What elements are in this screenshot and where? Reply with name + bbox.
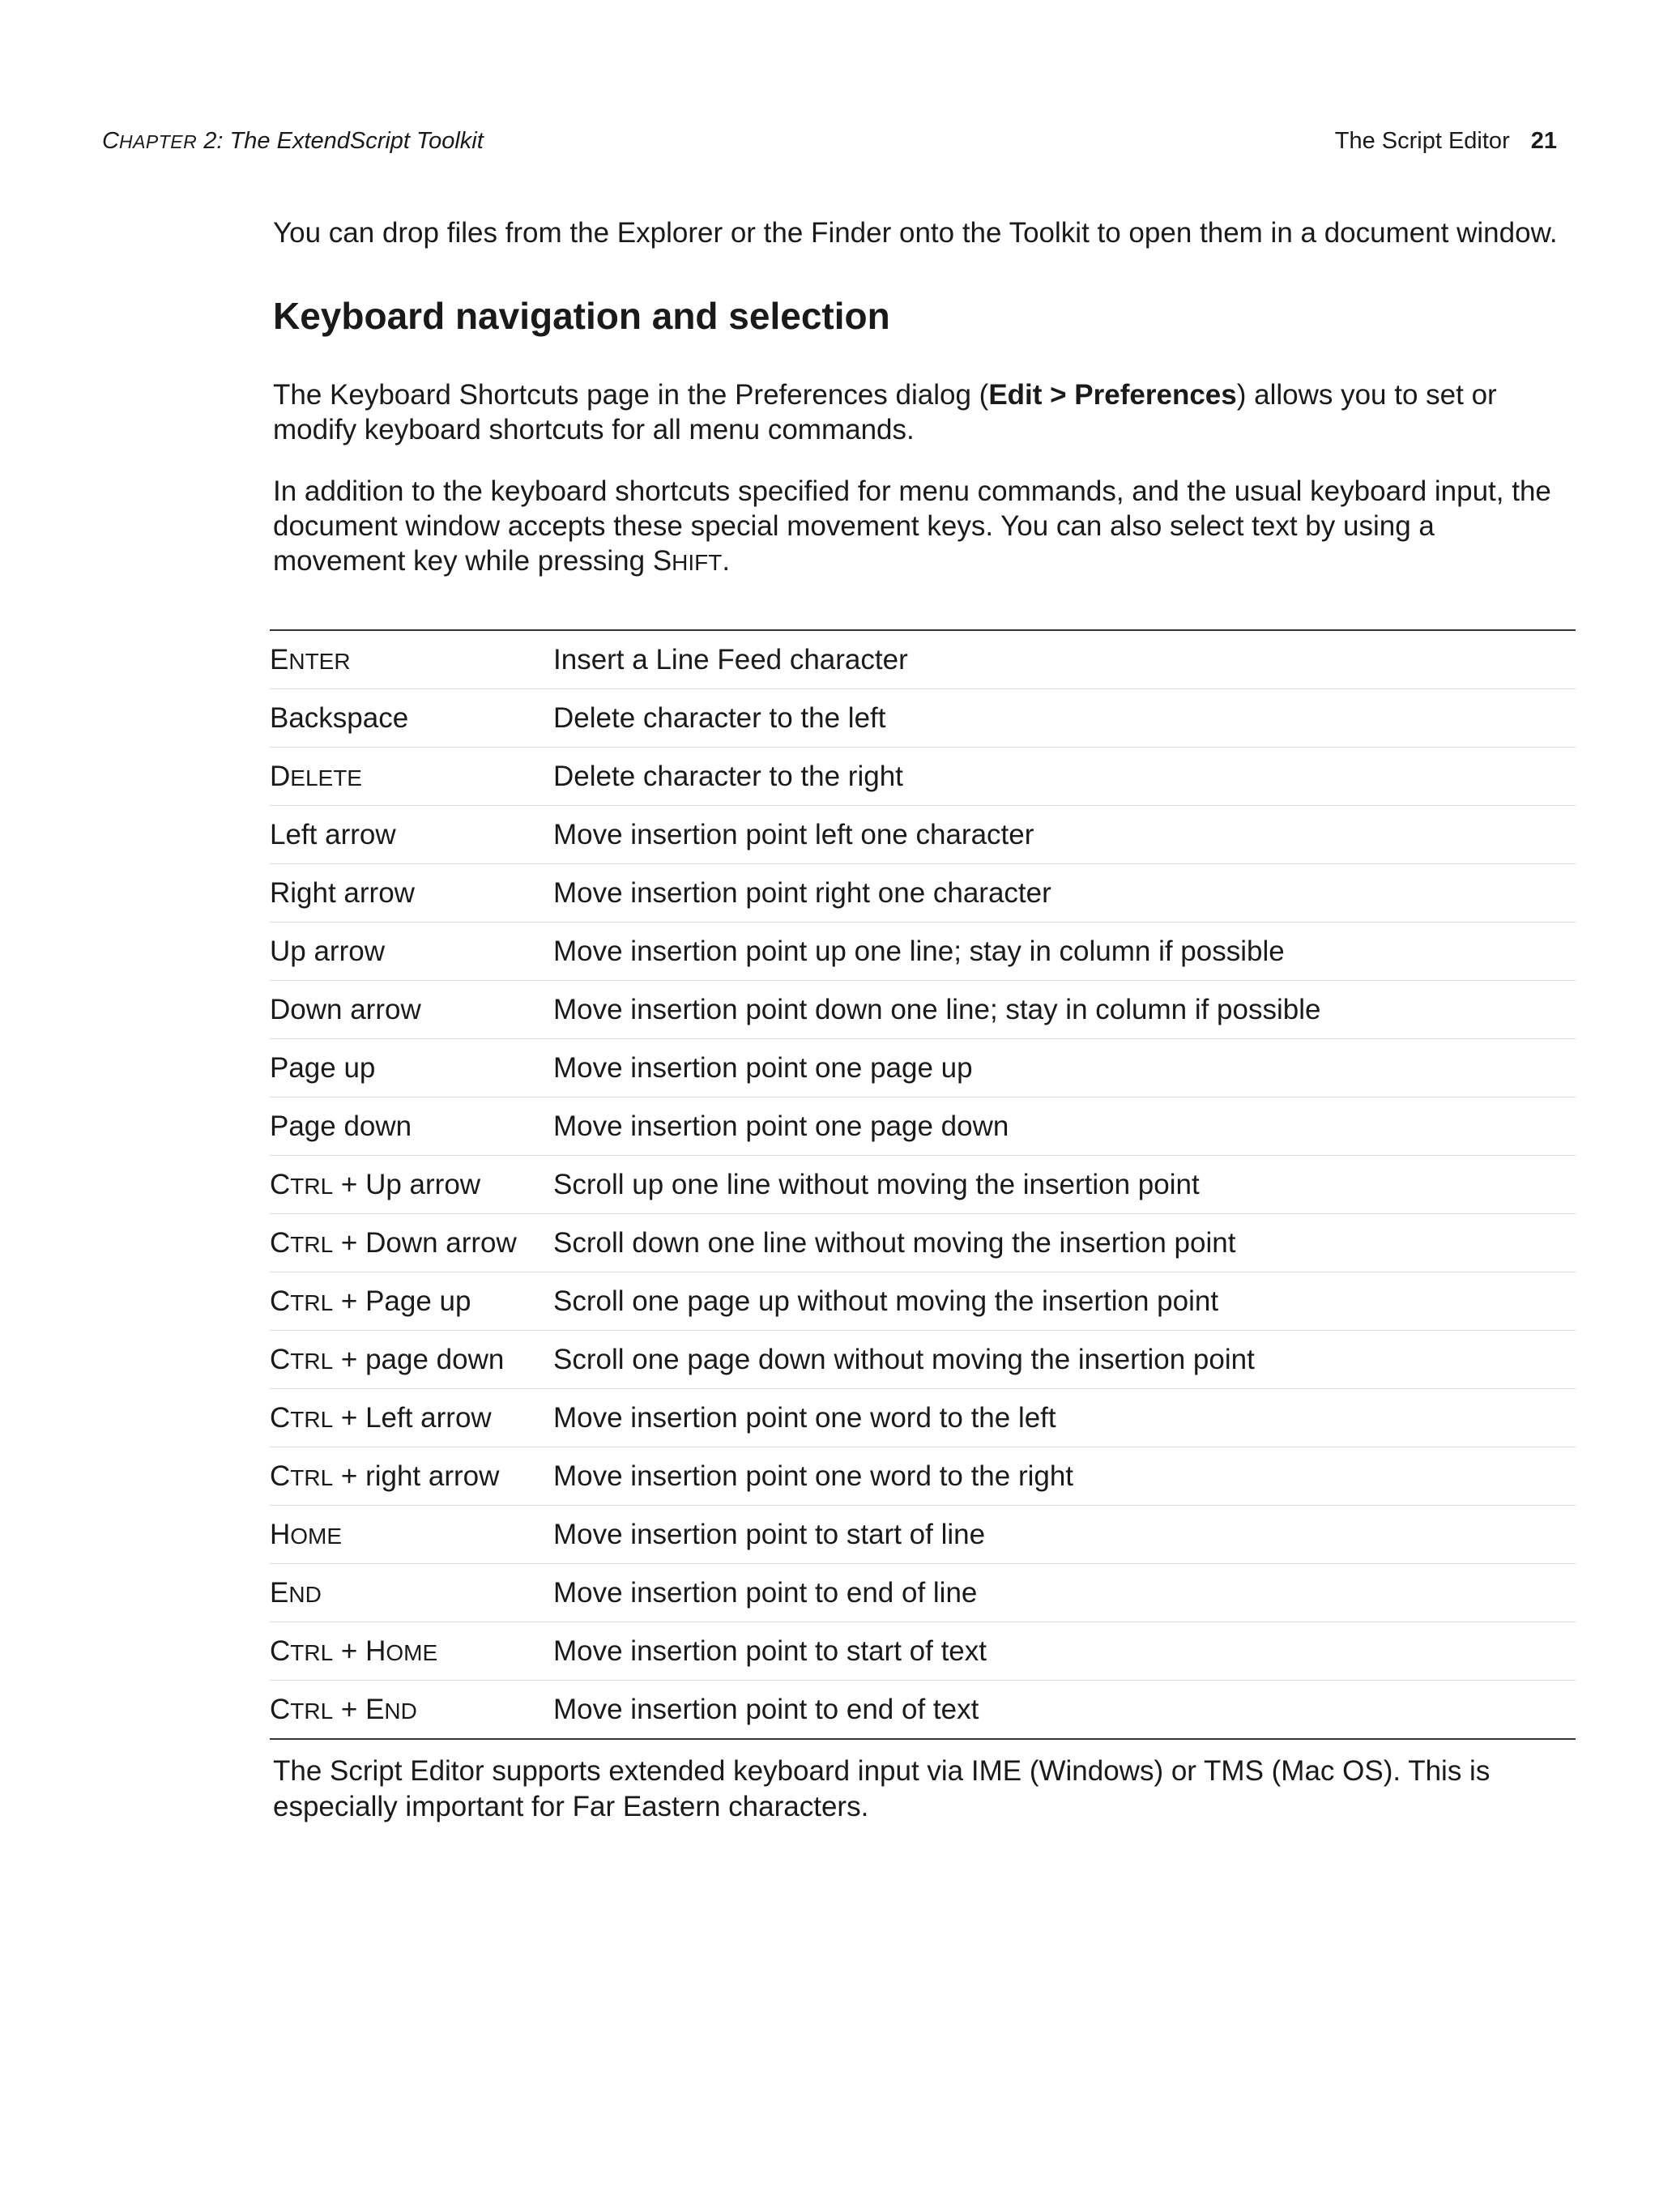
key-name: Page down — [270, 1097, 553, 1156]
key-description: Scroll up one line without moving the insertion point — [553, 1156, 1576, 1214]
key-name: CTRL + Up arrow — [270, 1156, 553, 1214]
key-name: Up arrow — [270, 923, 553, 981]
key-description: Scroll one page down without moving the insertion point — [553, 1331, 1576, 1389]
table-row — [270, 1156, 1576, 1214]
key-name: CTRL + HOME — [270, 1622, 553, 1681]
key-name: DELETE — [270, 748, 553, 806]
intro-paragraph: You can drop files from the Explorer or the Finder onto the Toolkit to open them in a document window. — [273, 217, 1558, 249]
key-description: Scroll one page up without moving the insertion point — [553, 1272, 1576, 1331]
key-description: Move insertion point left one character — [553, 806, 1576, 864]
key-description: Move insertion point right one character — [553, 864, 1576, 923]
table-row — [270, 981, 1576, 1039]
table-row — [270, 1622, 1576, 1681]
table-row — [270, 1214, 1576, 1272]
table-row — [270, 1039, 1576, 1097]
key-description: Move insertion point one word to the left — [553, 1389, 1576, 1447]
table-row — [270, 1681, 1576, 1740]
key-description: Move insertion point one page down — [553, 1097, 1576, 1156]
key-description: Delete character to the right — [553, 748, 1576, 806]
key-description: Scroll down one line without moving the insertion point — [553, 1214, 1576, 1272]
key-description: Insert a Line Feed character — [553, 630, 1576, 689]
page-number: 21 — [1530, 128, 1557, 154]
keyboard-shortcuts-table — [270, 629, 1576, 1740]
key-description: Delete character to the left — [553, 689, 1576, 748]
key-name: Page up — [270, 1039, 553, 1097]
key-description: Move insertion point to end of text — [553, 1693, 979, 1725]
key-name: CTRL + Left arrow — [270, 1389, 553, 1447]
section-and-page — [1335, 128, 1557, 155]
ime-paragraph: The Script Editor supports extended keyboard input via IME (Windows) or TMS (Mac OS). This is especially important for Far Eastern characters. — [273, 1755, 1491, 1822]
key-name: CTRL + Down arrow — [270, 1214, 553, 1272]
table-row — [270, 1389, 1576, 1447]
running-header — [102, 128, 1557, 160]
table-row — [270, 923, 1576, 981]
key-description: Move insertion point one page up — [553, 1039, 1576, 1097]
movement-keys-paragraph: In addition to the keyboard shortcuts specified for menu commands, and the usual keyboard input, the document window accepts these special movement keys. You can also select text by using a movement key while pressing SHIFT. — [273, 475, 1551, 577]
table-row — [270, 1272, 1576, 1331]
key-description: Move insertion point to start of line — [553, 1506, 1576, 1564]
table-row — [270, 689, 1576, 748]
key-name: CTRL + Page up — [270, 1272, 553, 1331]
key-name: CTRL + END — [270, 1693, 417, 1725]
table-row — [270, 1506, 1576, 1564]
key-name: Backspace — [270, 689, 553, 748]
key-name: CTRL + page down — [270, 1331, 553, 1389]
menu-path: Edit > Preferences — [988, 379, 1237, 411]
table-row — [270, 1447, 1576, 1506]
key-name: END — [270, 1564, 553, 1622]
key-name: CTRL + right arrow — [270, 1447, 553, 1506]
section-name: The Script Editor — [1334, 128, 1510, 154]
key-description: Move insertion point to start of text — [553, 1622, 1576, 1681]
key-description: Move insertion point up one line; stay in column if possible — [553, 923, 1576, 981]
chapter-title: CHAPTER 2: The ExtendScript Toolkit — [102, 128, 484, 154]
key-description: Move insertion point down one line; stay in column if possible — [553, 981, 1576, 1039]
table-row — [270, 630, 1576, 689]
table-row — [270, 1097, 1576, 1156]
table-row — [270, 864, 1576, 923]
key-name: ENTER — [270, 630, 553, 689]
preferences-paragraph: The Keyboard Shortcuts page in the Preferences dialog (Edit > Preferences) allows you to set or modify keyboard shortcuts for all menu commands. — [273, 379, 1497, 445]
key-name: Right arrow — [270, 864, 553, 923]
section-heading: Keyboard navigation and selection — [273, 295, 890, 337]
table-row — [270, 1331, 1576, 1389]
key-description: Move insertion point one word to the right — [553, 1447, 1576, 1506]
table-row — [270, 748, 1576, 806]
table-row — [270, 1564, 1576, 1622]
key-description: Move insertion point to end of line — [553, 1564, 1576, 1622]
key-name: Left arrow — [270, 806, 553, 864]
table-row — [270, 806, 1576, 864]
key-name: HOME — [270, 1506, 553, 1564]
key-name: Down arrow — [270, 981, 553, 1039]
